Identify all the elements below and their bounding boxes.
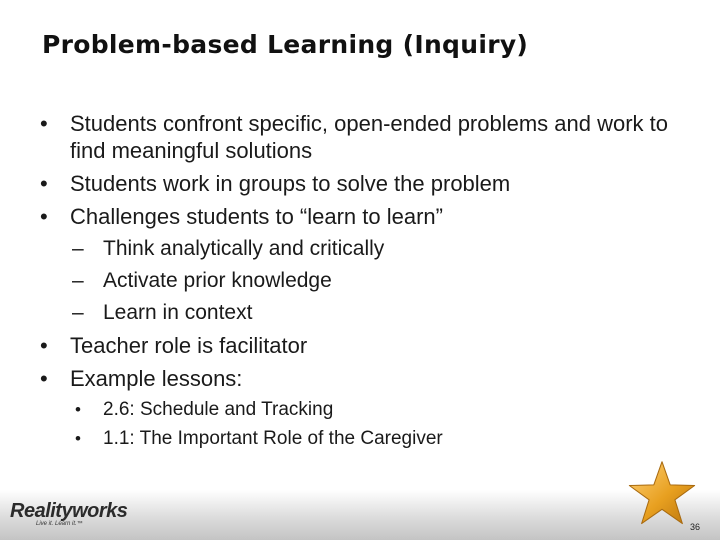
lesson-item [0,427,720,451]
lesson-item [0,398,720,422]
realityworks-logo [10,500,128,530]
bullet-marker: • [75,429,81,448]
sub-list-item [0,300,720,326]
bullet-marker: • [40,366,48,391]
page-number: 36 [690,522,701,532]
dash-marker: – [72,269,84,292]
sub-bullet-text: Activate prior knowledge [103,269,332,292]
bullet-marker: • [75,400,81,419]
list-item [0,332,670,359]
bullet-text: Example lessons: [70,366,243,391]
sub-list-item [0,236,720,262]
list-item [0,365,670,392]
bullet-text: Students work in groups to solve the problem [70,171,511,196]
dash-marker: – [72,237,84,260]
sub-list-item [0,268,720,294]
list-item [0,170,670,197]
star-icon [628,460,696,526]
slide-title: Problem-based Learning (Inquiry) [42,30,529,59]
sub-bullet-text: Think analytically and critically [103,237,385,260]
logo-wordmark: Realityworks [10,500,128,522]
bullet-text: Challenges students to “learn to learn” [70,204,443,229]
bullet-text: Teacher role is facilitator [70,333,308,358]
bullet-list [0,110,720,456]
list-item [0,203,670,230]
bullet-marker: • [40,204,48,229]
bullet-marker: • [40,171,48,196]
lesson-text: 2.6: Schedule and Tracking [103,399,334,420]
lesson-text: 1.1: The Important Role of the Caregiver [103,428,443,449]
dash-marker: – [72,301,84,324]
bullet-text: Students confront specific, open-ended problems and work to find meaningful solutions [70,111,669,163]
sub-bullet-text: Learn in context [103,301,253,324]
list-item [0,110,670,164]
bullet-marker: • [40,333,48,358]
logo-tagline: Live it. Learn it.™ [36,521,83,527]
bullet-marker: • [40,111,48,136]
